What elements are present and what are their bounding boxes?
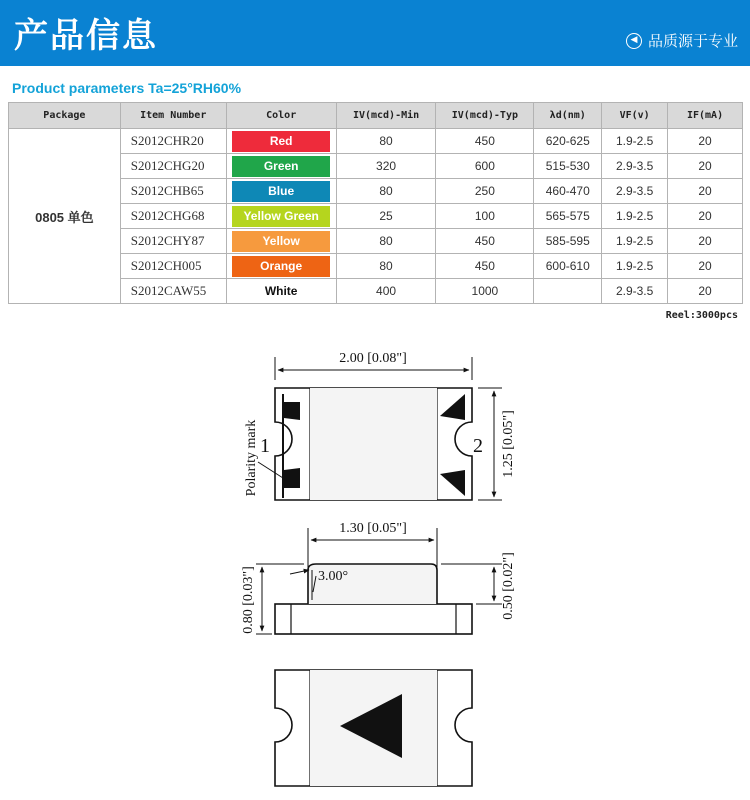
color-cell xyxy=(226,129,336,154)
iv-min-cell: 25 xyxy=(336,204,436,229)
item-number-cell: S2012CHR20 xyxy=(120,129,226,154)
col-header: Package xyxy=(9,103,121,129)
table-header-row xyxy=(9,103,743,129)
color-cell xyxy=(226,279,336,304)
if-cell: 20 xyxy=(668,129,743,154)
package-cell: 0805 单色 xyxy=(9,129,121,304)
chevron-left-circle-icon: ◀ xyxy=(626,33,642,49)
pin-1-label: 1 xyxy=(260,435,270,457)
wavelength-cell: 565-575 xyxy=(534,204,602,229)
wavelength-cell xyxy=(534,279,602,304)
wavelength-cell: 620-625 xyxy=(534,129,602,154)
color-swatch: Blue xyxy=(232,181,330,202)
item-number-cell: S2012CHG68 xyxy=(120,204,226,229)
iv-typ-cell: 450 xyxy=(436,254,534,279)
pin-2-label: 2 xyxy=(473,435,483,457)
side-total-height-label: 0.80 [0.03"] xyxy=(241,566,256,634)
color-cell xyxy=(226,254,336,279)
vf-cell: 1.9-2.5 xyxy=(602,204,668,229)
iv-typ-cell: 450 xyxy=(436,129,534,154)
header-banner xyxy=(0,0,750,66)
side-view xyxy=(241,521,516,634)
side-width-label: 1.30 [0.05"] xyxy=(339,521,407,536)
top-width-label: 2.00 [0.08"] xyxy=(339,351,407,366)
side-body-height-label: 0.50 [0.02"] xyxy=(501,552,516,620)
polarity-mark-label: Polarity mark xyxy=(244,419,259,497)
col-header: IF(mA) xyxy=(668,103,743,129)
col-header: IV(mcd)-Min xyxy=(336,103,436,129)
bottom-view xyxy=(275,670,472,786)
iv-min-cell: 80 xyxy=(336,254,436,279)
item-number-cell: S2012CHB65 xyxy=(120,179,226,204)
item-number-cell: S2012CHY87 xyxy=(120,229,226,254)
col-header: IV(mcd)-Typ xyxy=(436,103,534,129)
if-cell: 20 xyxy=(668,279,743,304)
color-swatch: Yellow Green xyxy=(232,206,330,227)
dimension-drawing xyxy=(0,330,750,800)
iv-typ-cell: 600 xyxy=(436,154,534,179)
top-height-label: 1.25 [0.05"] xyxy=(501,410,516,478)
iv-min-cell: 80 xyxy=(336,179,436,204)
wavelength-cell: 600-610 xyxy=(534,254,602,279)
col-header: λd(nm) xyxy=(534,103,602,129)
if-cell: 20 xyxy=(668,154,743,179)
vf-cell: 2.9-3.5 xyxy=(602,179,668,204)
item-number-cell: S2012CHG20 xyxy=(120,154,226,179)
iv-min-cell: 80 xyxy=(336,229,436,254)
iv-typ-cell: 100 xyxy=(436,204,534,229)
wavelength-cell: 460-470 xyxy=(534,179,602,204)
tagline-text: 品质源于专业 xyxy=(647,32,738,50)
vf-cell: 1.9-2.5 xyxy=(602,254,668,279)
wavelength-cell: 515-530 xyxy=(534,154,602,179)
iv-typ-cell: 450 xyxy=(436,229,534,254)
spec-table xyxy=(8,102,743,304)
top-view xyxy=(244,351,516,500)
color-swatch: Red xyxy=(232,131,330,152)
table-row xyxy=(9,129,743,154)
tagline xyxy=(626,30,738,51)
if-cell: 20 xyxy=(668,254,743,279)
vf-cell: 1.9-2.5 xyxy=(602,229,668,254)
if-cell: 20 xyxy=(668,229,743,254)
item-number-cell: S2012CH005 xyxy=(120,254,226,279)
angle-label: 3.00° xyxy=(318,569,349,584)
color-swatch: Orange xyxy=(232,256,330,277)
color-swatch: Yellow xyxy=(232,231,330,252)
col-header: Color xyxy=(226,103,336,129)
reel-quantity: Reel:3000pcs xyxy=(665,310,738,321)
iv-typ-cell: 1000 xyxy=(436,279,534,304)
if-cell: 20 xyxy=(668,179,743,204)
iv-typ-cell: 250 xyxy=(436,179,534,204)
page-title: 产品信息 xyxy=(14,16,158,56)
iv-min-cell: 320 xyxy=(336,154,436,179)
color-swatch: Green xyxy=(232,156,330,177)
iv-min-cell: 80 xyxy=(336,129,436,154)
color-cell xyxy=(226,204,336,229)
color-swatch: White xyxy=(232,281,330,302)
color-cell xyxy=(226,154,336,179)
col-header: Item Number xyxy=(120,103,226,129)
color-cell xyxy=(226,229,336,254)
item-number-cell: S2012CAW55 xyxy=(120,279,226,304)
color-cell xyxy=(226,179,336,204)
wavelength-cell: 585-595 xyxy=(534,229,602,254)
vf-cell: 2.9-3.5 xyxy=(602,279,668,304)
col-header: VF(v) xyxy=(602,103,668,129)
vf-cell: 2.9-3.5 xyxy=(602,154,668,179)
vf-cell: 1.9-2.5 xyxy=(602,129,668,154)
if-cell: 20 xyxy=(668,204,743,229)
iv-min-cell: 400 xyxy=(336,279,436,304)
params-title: Product parameters Ta=25°RH60% xyxy=(12,80,242,96)
